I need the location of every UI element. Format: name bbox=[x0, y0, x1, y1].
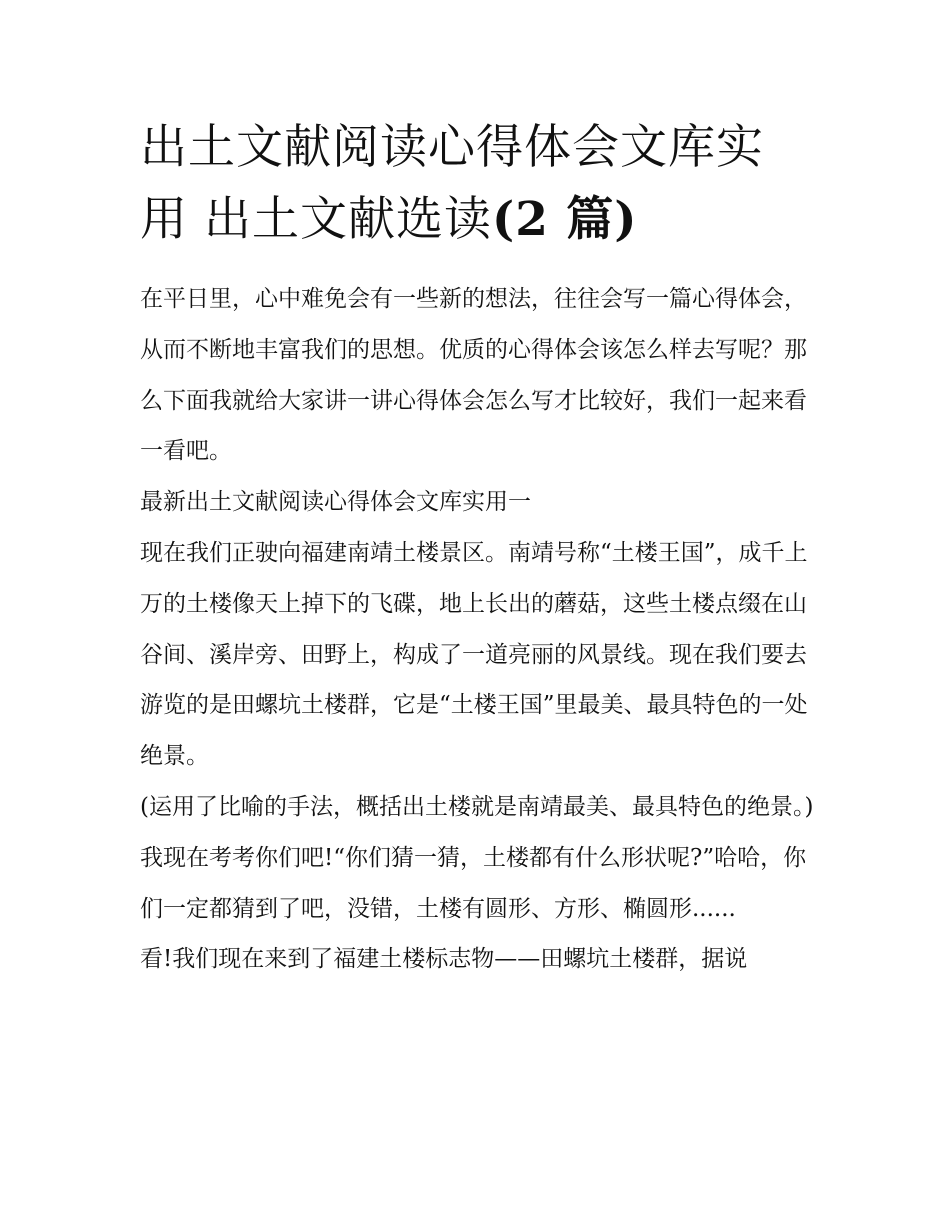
title-count: (2 篇) bbox=[491, 192, 638, 247]
body-paragraph: (运用了比喻的手法，概括出土楼就是南靖最美、最具特色的绝景。) bbox=[140, 793, 814, 820]
document-title bbox=[140, 112, 820, 256]
title-line-1: 出土文献阅读心得体会文库实 bbox=[140, 120, 764, 175]
intro-paragraph: 在平日里，心中难免会有一些新的想法，往往会写一篇心得体会，从而不断地丰富我们的思想。优质的心得体会该怎么样去写呢？那么下面我就给大家讲一讲心得体会怎么写才比较好，我们一起来看一看吧。 bbox=[140, 286, 807, 465]
section-heading: 最新出土文献阅读心得体会文库实用一 bbox=[140, 489, 531, 516]
title-line-2: 用 出土文献选读 bbox=[140, 192, 492, 247]
body-paragraph: 现在我们正驶向福建南靖土楼景区。南靖号称“土楼王国”，成千上万的土楼像天上掉下的飞碟，地上长出的蘑菇，这些土楼点缀在山谷间、溪岸旁、田野上，构成了一道亮丽的风景线。现在我们要去游览的是田螺坑土楼群，它是“土楼王国”里最美、最具特色的一处绝景。 bbox=[140, 539, 808, 770]
body-paragraph: 我现在考考你们吧!“你们猜一猜，土楼都有什么形状呢?”哈哈，你们一定都猜到了吧，没错，土楼有圆形、方形、椭圆形...... bbox=[140, 844, 807, 922]
document-page bbox=[140, 112, 820, 985]
body-paragraph: 看!我们现在来到了福建土楼标志物——田螺坑土楼群，据说 bbox=[140, 946, 748, 973]
document-body bbox=[140, 274, 820, 985]
